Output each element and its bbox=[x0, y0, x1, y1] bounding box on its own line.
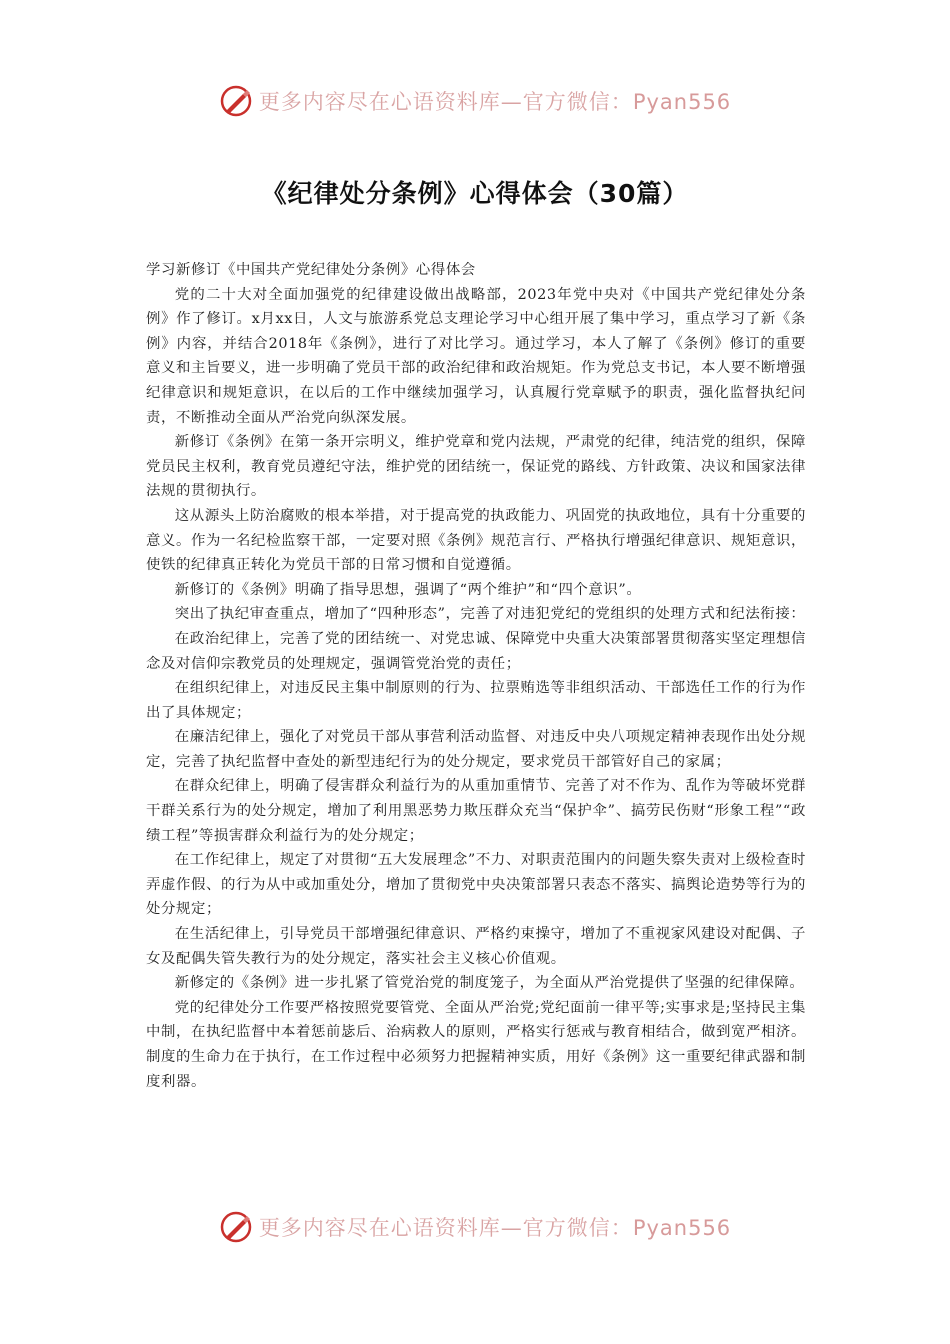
paragraph: 在廉洁纪律上，强化了对党员干部从事营利活动监督、对违反中央八项规定精神表现作出处分规定，完善了执纪监督中查处的新型违纪行为的处分规定，要求党员干部管好自己的家属； bbox=[146, 729, 806, 770]
paragraph: 突出了执纪审查重点，增加了“四种形态”，完善了对违犯党纪的党组织的处理方式和纪法衔接： bbox=[174, 606, 806, 623]
document-title: 《纪律处分条例》心得体会（30篇） bbox=[261, 179, 689, 208]
document-body bbox=[146, 258, 806, 1094]
paragraph: 新修订的《条例》明确了指导思想，强调了“两个维护”和“四个意识”。 bbox=[174, 581, 642, 598]
banner-text: 更多内容尽在心语资料库—官方微信：Pyan556 bbox=[258, 1216, 732, 1240]
paragraph: 党的二十大对全面加强党的纪律建设做出战略部，2023年党中央对《中国共产党纪律处分条例》作了修订。x月xx日，人文与旅游系党总支理论学习中心组开展了集中学习，重点学习了新《条例》内容，并结合2018年《条例》，进行了对比学习。通过学习，本人了解了《条例》修订的重要意义和主旨要义，进一步明确了党员干部的政治纪律和政治规矩。作为党总支书记，本人要不断增强纪律意识和规矩意识，在以后的工作中继续加强学习，认真履行党章赋予的职责，强化监督执纪问责，不断推动全面从严治党向纵深发展。 bbox=[146, 286, 806, 426]
header-banner bbox=[0, 84, 950, 118]
wechat-handle: Pyan556 bbox=[632, 90, 732, 114]
section-subtitle: 学习新修订《中国共产党纪律处分条例》心得体会 bbox=[146, 262, 476, 278]
paragraph: 在工作纪律上，规定了对贯彻“五大发展理念”不力、对职责范围内的问题失察失责对上级检查时弄虚作假、的行为从中或加重处分，增加了贯彻党中央决策部署只表态不落实、搞舆论造势等行为的处分规定； bbox=[146, 852, 806, 918]
paragraph: 在组织纪律上，对违反民主集中制原则的行为、拉票贿选等非组织活动、干部选任工作的行为作出了具体规定； bbox=[146, 680, 806, 721]
paragraph: 在生活纪律上，引导党员干部增强纪律意识、严格约束操守，增加了不重视家风建设对配偶、子女及配偶失管失教行为的处分规定，落实社会主义核心价值观。 bbox=[146, 926, 806, 967]
banner-text: 更多内容尽在心语资料库—官方微信：Pyan556 bbox=[258, 90, 732, 114]
paragraph: 新修定的《条例》进一步扎紧了管党治党的制度笼子，为全面从严治党提供了坚强的纪律保障。 bbox=[174, 975, 805, 992]
paragraph: 在群众纪律上，明确了侵害群众利益行为的从重加重情节、完善了对不作为、乱作为等破坏党群干群关系行为的处分规定，增加了利用黑恶势力欺压群众充当“保护伞”、搞劳民伤财“形象工程”“政绩工程”等损害群众利益行为的处分规定； bbox=[146, 778, 806, 844]
paragraph: 党的纪律处分工作要严格按照党要管党、全面从严治党;党纪面前一律平等;实事求是;坚持民主集中制，在执纪监督中本着惩前毖后、治病救人的原则，严格实行惩戒与教育相结合，做到宽严相济。制度的生命力在于执行，在工作过程中必须努力把握精神实质，用好《条例》这一重要纪律武器和制度利器。 bbox=[146, 999, 806, 1090]
paragraph: 这从源头上防治腐败的根本举措，对于提高党的执政能力、巩固党的执政地位，具有十分重要的意义。作为一名纪检监察干部，一定要对照《条例》规范言行、严格执行增强纪律意识、规矩意识，使铁的纪律真正转化为党员干部的日常习惯和自觉遵循。 bbox=[146, 507, 806, 574]
pen-logo-icon bbox=[219, 1210, 253, 1244]
footer-banner bbox=[0, 1210, 950, 1244]
paragraph: 新修订《条例》在第一条开宗明义，维护党章和党内法规，严肃党的纪律，纯洁党的组织，保障党员民主权利，教育党员遵纪守法，维护党的团结统一，保证党的路线、方针政策、决议和国家法律法规的贯彻执行。 bbox=[146, 434, 806, 500]
wechat-handle: Pyan556 bbox=[632, 1216, 732, 1240]
paragraph: 在政治纪律上，完善了党的团结统一、对党忠诚、保障党中央重大决策部署贯彻落实坚定理想信念及对信仰宗教党员的处理规定，强调管党治党的责任； bbox=[146, 630, 806, 672]
pen-logo-icon bbox=[219, 84, 253, 118]
